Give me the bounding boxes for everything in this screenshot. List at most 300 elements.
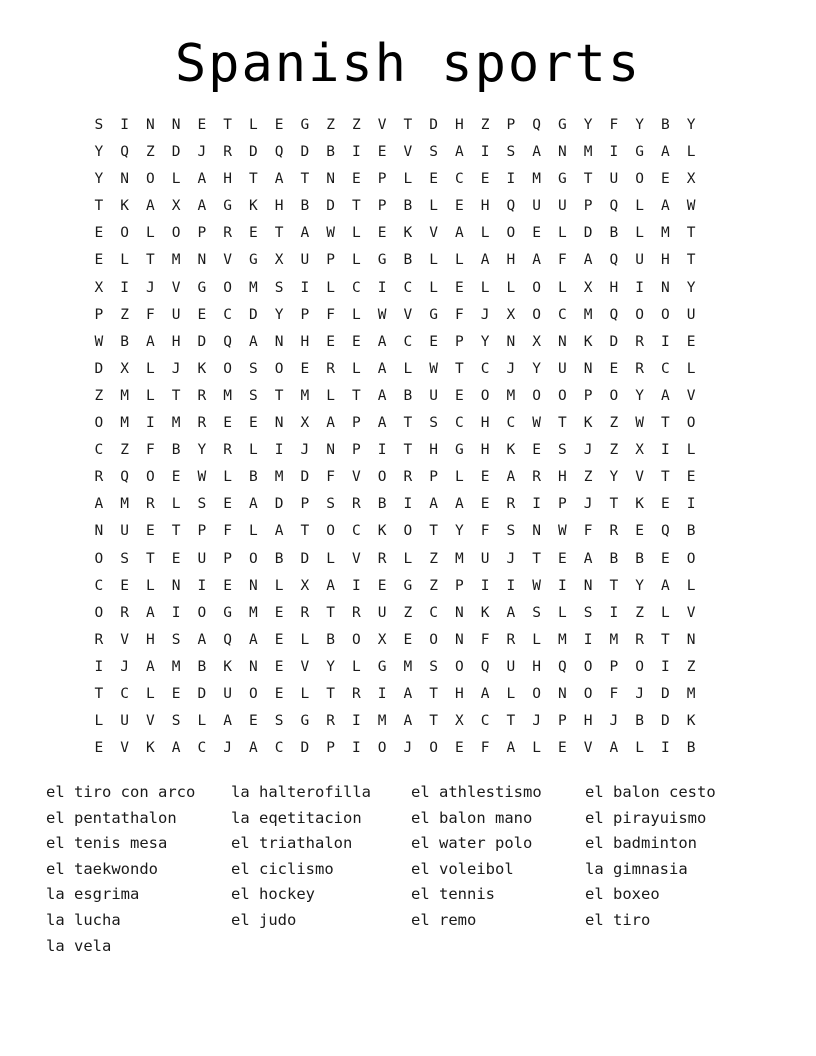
grid-cell[interactable]: G (300, 117, 310, 133)
word-list-item[interactable]: la vela (46, 936, 112, 955)
grid-cell[interactable]: T (661, 415, 670, 432)
grid-cell[interactable]: Y (609, 469, 619, 486)
grid-cell[interactable]: I (558, 577, 567, 594)
grid-cell[interactable]: T (429, 713, 438, 730)
grid-cell[interactable]: T (223, 117, 232, 133)
grid-cell[interactable]: L (455, 252, 464, 269)
grid-cell[interactable]: L (558, 604, 567, 621)
grid-cell[interactable]: L (558, 279, 567, 296)
grid-cell[interactable]: L (686, 577, 696, 594)
grid-cell[interactable]: S (429, 415, 438, 432)
grid-cell[interactable]: G (558, 117, 567, 133)
grid-cell[interactable]: B (197, 658, 207, 675)
grid-cell[interactable]: L (686, 442, 696, 459)
grid-cell[interactable]: T (686, 252, 696, 269)
grid-cell[interactable]: N (558, 685, 567, 702)
grid-cell[interactable]: I (609, 144, 619, 161)
grid-cell[interactable]: Z (94, 387, 104, 404)
grid-cell[interactable]: L (558, 225, 567, 242)
grid-cell[interactable]: P (455, 333, 464, 350)
grid-cell[interactable]: A (506, 740, 516, 757)
grid-cell[interactable]: Y (326, 658, 335, 675)
grid-cell[interactable]: G (455, 442, 464, 459)
grid-cell[interactable]: E (532, 225, 541, 242)
grid-cell[interactable]: S (506, 144, 516, 161)
word-list-item[interactable]: el athlestismo (411, 783, 542, 801)
grid-cell[interactable]: I (661, 658, 670, 675)
grid-cell[interactable]: V (223, 252, 232, 269)
grid-cell[interactable]: V (686, 604, 696, 621)
grid-cell[interactable]: D (300, 740, 310, 757)
grid-cell[interactable]: M (661, 225, 670, 242)
grid-cell[interactable]: L (429, 198, 438, 215)
grid-cell[interactable]: B (249, 469, 258, 486)
grid-cell[interactable]: D (300, 144, 310, 161)
grid-cell[interactable]: R (120, 604, 129, 621)
grid-cell[interactable]: H (558, 469, 567, 486)
grid-cell[interactable]: C (403, 333, 413, 350)
grid-cell[interactable]: A (532, 252, 541, 269)
grid-cell[interactable]: N (197, 252, 207, 269)
grid-cell[interactable]: E (377, 577, 387, 594)
grid-cell[interactable]: B (326, 631, 335, 648)
grid-cell[interactable]: B (686, 740, 696, 757)
grid-cell[interactable]: E (274, 604, 284, 621)
grid-cell[interactable]: A (249, 496, 258, 513)
grid-cell[interactable]: A (377, 360, 387, 377)
grid-cell[interactable]: Z (120, 442, 129, 459)
grid-cell[interactable]: Y (94, 171, 104, 188)
grid-cell[interactable]: Q (274, 144, 284, 161)
grid-cell[interactable]: Q (661, 523, 670, 540)
grid-cell[interactable]: O (120, 225, 129, 242)
grid-cell[interactable]: H (300, 333, 310, 350)
grid-cell[interactable]: H (146, 631, 155, 648)
grid-cell[interactable]: N (661, 279, 670, 296)
grid-cell[interactable]: T (403, 415, 413, 432)
grid-cell[interactable]: M (532, 171, 541, 188)
grid-cell[interactable]: Z (352, 117, 361, 133)
grid-cell[interactable]: E (223, 496, 232, 513)
grid-cell[interactable]: V (120, 740, 129, 757)
grid-cell[interactable]: I (532, 496, 541, 513)
grid-cell[interactable]: L (300, 631, 310, 648)
grid-cell[interactable]: E (661, 550, 670, 567)
grid-cell[interactable]: O (583, 685, 593, 702)
grid-cell[interactable]: T (609, 496, 619, 513)
grid-cell[interactable]: M (403, 658, 413, 675)
word-list-item[interactable]: el remo (411, 910, 477, 929)
grid-cell[interactable]: F (326, 469, 335, 486)
grid-cell[interactable]: A (326, 577, 335, 594)
grid-cell[interactable]: L (352, 658, 361, 675)
word-list-item[interactable]: el voleibol (411, 859, 514, 878)
grid-cell[interactable]: P (94, 306, 104, 323)
grid-cell[interactable]: O (326, 523, 335, 540)
grid-cell[interactable]: C (352, 523, 361, 540)
grid-cell[interactable]: N (274, 415, 284, 432)
grid-cell[interactable]: E (480, 469, 490, 486)
grid-cell[interactable]: S (274, 713, 284, 730)
grid-cell[interactable]: F (146, 306, 155, 323)
grid-cell[interactable]: P (197, 225, 207, 242)
grid-cell[interactable]: V (171, 279, 181, 296)
grid-cell[interactable]: E (532, 442, 541, 459)
word-list-item[interactable]: el ciclismo (231, 859, 334, 878)
word-list-item[interactable]: el tiro (585, 910, 651, 929)
grid-cell[interactable]: L (300, 685, 310, 702)
grid-cell[interactable]: T (146, 252, 155, 269)
word-list-item[interactable]: el balon cesto (585, 783, 716, 801)
grid-cell[interactable]: J (146, 279, 155, 296)
grid-cell[interactable]: R (403, 469, 413, 486)
grid-cell[interactable]: Q (120, 469, 129, 486)
grid-cell[interactable]: P (558, 713, 567, 730)
grid-cell[interactable]: S (429, 144, 438, 161)
grid-cell[interactable]: M (249, 279, 258, 296)
grid-cell[interactable]: E (274, 117, 284, 133)
grid-cell[interactable]: L (429, 279, 438, 296)
grid-cell[interactable]: J (583, 496, 593, 513)
grid-cell[interactable]: A (455, 496, 464, 513)
word-list-item[interactable]: el tiro con arco (46, 783, 196, 801)
grid-cell[interactable]: Q (558, 658, 567, 675)
word-list-item[interactable]: la gimnasia (585, 859, 688, 878)
grid-cell[interactable]: D (661, 713, 670, 730)
grid-cell[interactable]: I (661, 333, 670, 350)
grid-cell[interactable]: A (171, 740, 181, 757)
grid-cell[interactable]: Z (403, 604, 413, 621)
grid-cell[interactable]: O (377, 469, 387, 486)
grid-cell[interactable]: X (94, 279, 104, 296)
grid-cell[interactable]: L (480, 225, 490, 242)
grid-cell[interactable]: Z (146, 144, 155, 161)
grid-cell[interactable]: W (635, 415, 644, 432)
grid-cell[interactable]: S (171, 713, 181, 730)
grid-cell[interactable]: U (223, 685, 232, 702)
grid-cell[interactable]: P (326, 740, 335, 757)
grid-cell[interactable]: P (429, 469, 438, 486)
grid-cell[interactable]: S (429, 658, 438, 675)
grid-cell[interactable]: N (171, 117, 181, 133)
grid-cell[interactable]: E (120, 577, 129, 594)
grid-cell[interactable]: B (609, 550, 619, 567)
grid-cell[interactable]: A (197, 631, 207, 648)
grid-cell[interactable]: L (480, 279, 490, 296)
grid-cell[interactable]: T (300, 523, 310, 540)
grid-cell[interactable]: R (506, 496, 516, 513)
letter-grid[interactable] (86, 112, 730, 762)
grid-cell[interactable]: L (120, 252, 129, 269)
grid-cell[interactable]: O (94, 604, 104, 621)
grid-cell[interactable]: M (120, 415, 129, 432)
grid-cell[interactable]: L (635, 198, 644, 215)
grid-cell[interactable]: L (326, 279, 335, 296)
grid-cell[interactable]: O (249, 550, 258, 567)
grid-cell[interactable]: T (455, 360, 464, 377)
grid-cell[interactable]: P (223, 550, 232, 567)
grid-cell[interactable]: R (635, 333, 644, 350)
grid-cell[interactable]: F (480, 523, 490, 540)
grid-cell[interactable]: X (377, 631, 387, 648)
grid-cell[interactable]: O (635, 658, 644, 675)
grid-cell[interactable]: A (197, 198, 207, 215)
grid-cell[interactable]: H (661, 252, 670, 269)
grid-cell[interactable]: P (455, 577, 464, 594)
grid-cell[interactable]: O (403, 523, 413, 540)
grid-cell[interactable]: E (480, 171, 490, 188)
grid-cell[interactable]: O (532, 306, 541, 323)
grid-cell[interactable]: V (146, 713, 155, 730)
grid-cell[interactable]: R (326, 713, 335, 730)
grid-cell[interactable]: Z (480, 117, 490, 133)
grid-cell[interactable]: M (120, 387, 129, 404)
grid-cell[interactable]: F (480, 740, 490, 757)
word-list-item[interactable]: la lucha (46, 910, 121, 929)
grid-cell[interactable]: O (146, 171, 155, 188)
grid-cell[interactable]: W (686, 198, 696, 215)
grid-cell[interactable]: N (506, 333, 516, 350)
grid-cell[interactable]: O (429, 740, 438, 757)
grid-cell[interactable]: W (532, 577, 541, 594)
grid-cell[interactable]: H (455, 685, 464, 702)
word-list-item[interactable]: el water polo (411, 834, 533, 853)
grid-cell[interactable]: J (171, 360, 181, 377)
grid-cell[interactable]: M (120, 496, 129, 513)
grid-cell[interactable]: F (558, 252, 567, 269)
grid-cell[interactable]: O (532, 387, 541, 404)
grid-cell[interactable]: R (352, 685, 361, 702)
grid-cell[interactable]: F (583, 523, 593, 540)
grid-cell[interactable]: Q (609, 306, 619, 323)
grid-cell[interactable]: N (326, 171, 335, 188)
grid-cell[interactable]: I (635, 279, 644, 296)
grid-cell[interactable]: L (171, 171, 181, 188)
grid-cell[interactable]: F (223, 523, 232, 540)
grid-cell[interactable]: D (326, 198, 335, 215)
grid-cell[interactable]: R (506, 631, 516, 648)
grid-cell[interactable]: C (480, 713, 490, 730)
grid-cell[interactable]: A (455, 144, 464, 161)
grid-cell[interactable]: L (352, 225, 361, 242)
grid-cell[interactable]: A (146, 658, 155, 675)
grid-cell[interactable]: Z (429, 550, 438, 567)
grid-cell[interactable]: R (609, 523, 619, 540)
grid-cell[interactable]: J (506, 550, 516, 567)
grid-cell[interactable]: D (274, 496, 284, 513)
grid-cell[interactable]: V (352, 550, 361, 567)
grid-cell[interactable]: T (171, 523, 181, 540)
grid-cell[interactable]: G (223, 604, 232, 621)
grid-cell[interactable]: H (506, 252, 516, 269)
grid-cell[interactable]: D (300, 550, 310, 567)
grid-cell[interactable]: H (480, 415, 490, 432)
grid-cell[interactable]: P (352, 442, 361, 459)
grid-cell[interactable]: G (223, 198, 232, 215)
grid-cell[interactable]: A (429, 496, 438, 513)
grid-cell[interactable]: E (455, 279, 464, 296)
grid-cell[interactable]: L (352, 306, 361, 323)
grid-cell[interactable]: A (506, 604, 516, 621)
grid-cell[interactable]: C (506, 415, 516, 432)
grid-cell[interactable]: A (377, 387, 387, 404)
word-list-item[interactable]: la esgrima (46, 885, 140, 904)
grid-cell[interactable]: V (429, 225, 438, 242)
grid-cell[interactable]: F (480, 631, 490, 648)
grid-cell[interactable]: D (300, 469, 310, 486)
grid-cell[interactable]: Y (532, 360, 541, 377)
grid-cell[interactable]: Q (223, 333, 232, 350)
grid-cell[interactable]: E (249, 225, 258, 242)
grid-cell[interactable]: N (120, 171, 129, 188)
grid-cell[interactable]: O (583, 658, 593, 675)
grid-cell[interactable]: C (197, 740, 207, 757)
grid-cell[interactable]: B (403, 252, 413, 269)
grid-cell[interactable]: E (94, 740, 104, 757)
grid-cell[interactable]: B (120, 333, 129, 350)
grid-cell[interactable]: B (403, 198, 413, 215)
grid-cell[interactable]: O (274, 360, 284, 377)
grid-cell[interactable]: Q (506, 198, 516, 215)
grid-cell[interactable]: N (274, 333, 284, 350)
grid-cell[interactable]: S (249, 360, 258, 377)
grid-cell[interactable]: B (661, 117, 670, 133)
grid-cell[interactable]: T (352, 387, 361, 404)
grid-cell[interactable]: T (661, 469, 670, 486)
grid-cell[interactable]: O (661, 306, 670, 323)
grid-cell[interactable]: F (609, 685, 619, 702)
grid-cell[interactable]: Q (480, 658, 490, 675)
grid-cell[interactable]: L (146, 577, 155, 594)
grid-cell[interactable]: T (326, 604, 335, 621)
grid-cell[interactable]: N (532, 523, 541, 540)
grid-cell[interactable]: O (635, 171, 644, 188)
grid-cell[interactable]: R (223, 144, 232, 161)
grid-cell[interactable]: J (532, 713, 541, 730)
grid-cell[interactable]: K (583, 333, 593, 350)
grid-cell[interactable]: G (377, 658, 387, 675)
grid-cell[interactable]: T (429, 523, 438, 540)
grid-cell[interactable]: C (403, 279, 413, 296)
grid-cell[interactable]: L (429, 252, 438, 269)
grid-cell[interactable]: P (300, 306, 310, 323)
grid-cell[interactable]: O (352, 631, 361, 648)
grid-cell[interactable]: C (661, 360, 670, 377)
grid-cell[interactable]: G (635, 144, 644, 161)
grid-cell[interactable]: U (532, 198, 541, 215)
grid-cell[interactable]: P (377, 198, 387, 215)
grid-cell[interactable]: E (686, 333, 696, 350)
grid-cell[interactable]: I (352, 740, 361, 757)
grid-cell[interactable]: P (352, 415, 361, 432)
grid-cell[interactable]: W (197, 469, 207, 486)
grid-cell[interactable]: E (403, 631, 413, 648)
grid-cell[interactable]: V (686, 387, 696, 404)
grid-cell[interactable]: M (455, 550, 464, 567)
grid-cell[interactable]: M (558, 631, 567, 648)
grid-cell[interactable]: N (583, 577, 593, 594)
grid-cell[interactable]: D (583, 225, 593, 242)
grid-cell[interactable]: J (300, 442, 310, 459)
grid-cell[interactable]: L (249, 117, 258, 133)
grid-cell[interactable]: O (94, 415, 104, 432)
grid-cell[interactable]: T (146, 550, 155, 567)
grid-cell[interactable]: T (609, 577, 619, 594)
grid-cell[interactable]: K (223, 658, 232, 675)
grid-cell[interactable]: R (377, 550, 387, 567)
grid-cell[interactable]: L (455, 469, 464, 486)
grid-cell[interactable]: T (506, 713, 516, 730)
grid-cell[interactable]: I (377, 685, 387, 702)
grid-cell[interactable]: T (686, 225, 696, 242)
grid-cell[interactable]: K (377, 523, 387, 540)
grid-cell[interactable]: X (635, 442, 644, 459)
grid-cell[interactable]: L (249, 523, 258, 540)
grid-cell[interactable]: M (686, 685, 696, 702)
grid-cell[interactable]: A (403, 685, 413, 702)
grid-cell[interactable]: T (171, 387, 181, 404)
grid-cell[interactable]: V (377, 117, 387, 133)
grid-cell[interactable]: R (352, 496, 361, 513)
grid-cell[interactable]: U (171, 306, 181, 323)
grid-cell[interactable]: A (249, 631, 258, 648)
grid-cell[interactable]: T (274, 225, 284, 242)
grid-cell[interactable]: M (223, 387, 232, 404)
grid-cell[interactable]: E (171, 550, 181, 567)
grid-cell[interactable]: O (249, 685, 258, 702)
grid-cell[interactable]: P (326, 252, 335, 269)
grid-cell[interactable]: Y (583, 117, 593, 133)
grid-cell[interactable]: O (686, 415, 696, 432)
grid-cell[interactable]: R (197, 415, 207, 432)
grid-cell[interactable]: X (300, 415, 310, 432)
grid-cell[interactable]: N (249, 577, 258, 594)
grid-cell[interactable]: W (94, 333, 104, 350)
grid-cell[interactable]: Y (480, 333, 490, 350)
grid-cell[interactable]: X (120, 360, 129, 377)
grid-cell[interactable]: G (558, 171, 567, 188)
grid-cell[interactable]: U (120, 713, 129, 730)
grid-cell[interactable]: P (583, 198, 593, 215)
grid-cell[interactable]: L (506, 279, 516, 296)
grid-cell[interactable]: Z (326, 117, 335, 133)
grid-cell[interactable]: E (249, 713, 258, 730)
grid-cell[interactable]: S (94, 117, 104, 133)
grid-cell[interactable]: E (326, 333, 335, 350)
grid-cell[interactable]: E (609, 360, 619, 377)
grid-cell[interactable]: T (558, 415, 567, 432)
grid-cell[interactable]: B (300, 198, 310, 215)
grid-cell[interactable]: C (480, 360, 490, 377)
grid-cell[interactable]: E (94, 252, 104, 269)
word-list-item[interactable]: el pentathalon (46, 808, 177, 827)
grid-cell[interactable]: I (506, 577, 516, 594)
grid-cell[interactable]: Y (635, 577, 644, 594)
grid-cell[interactable]: E (352, 171, 361, 188)
grid-cell[interactable]: E (171, 685, 181, 702)
grid-cell[interactable]: A (377, 415, 387, 432)
grid-cell[interactable]: J (609, 713, 619, 730)
grid-cell[interactable]: T (532, 550, 541, 567)
grid-cell[interactable]: I (583, 631, 593, 648)
grid-cell[interactable]: P (506, 117, 516, 133)
grid-cell[interactable]: K (146, 740, 155, 757)
grid-cell[interactable]: M (171, 252, 181, 269)
grid-cell[interactable]: Q (532, 117, 541, 133)
grid-cell[interactable]: F (146, 442, 155, 459)
grid-cell[interactable]: O (223, 360, 232, 377)
grid-cell[interactable]: K (197, 360, 207, 377)
